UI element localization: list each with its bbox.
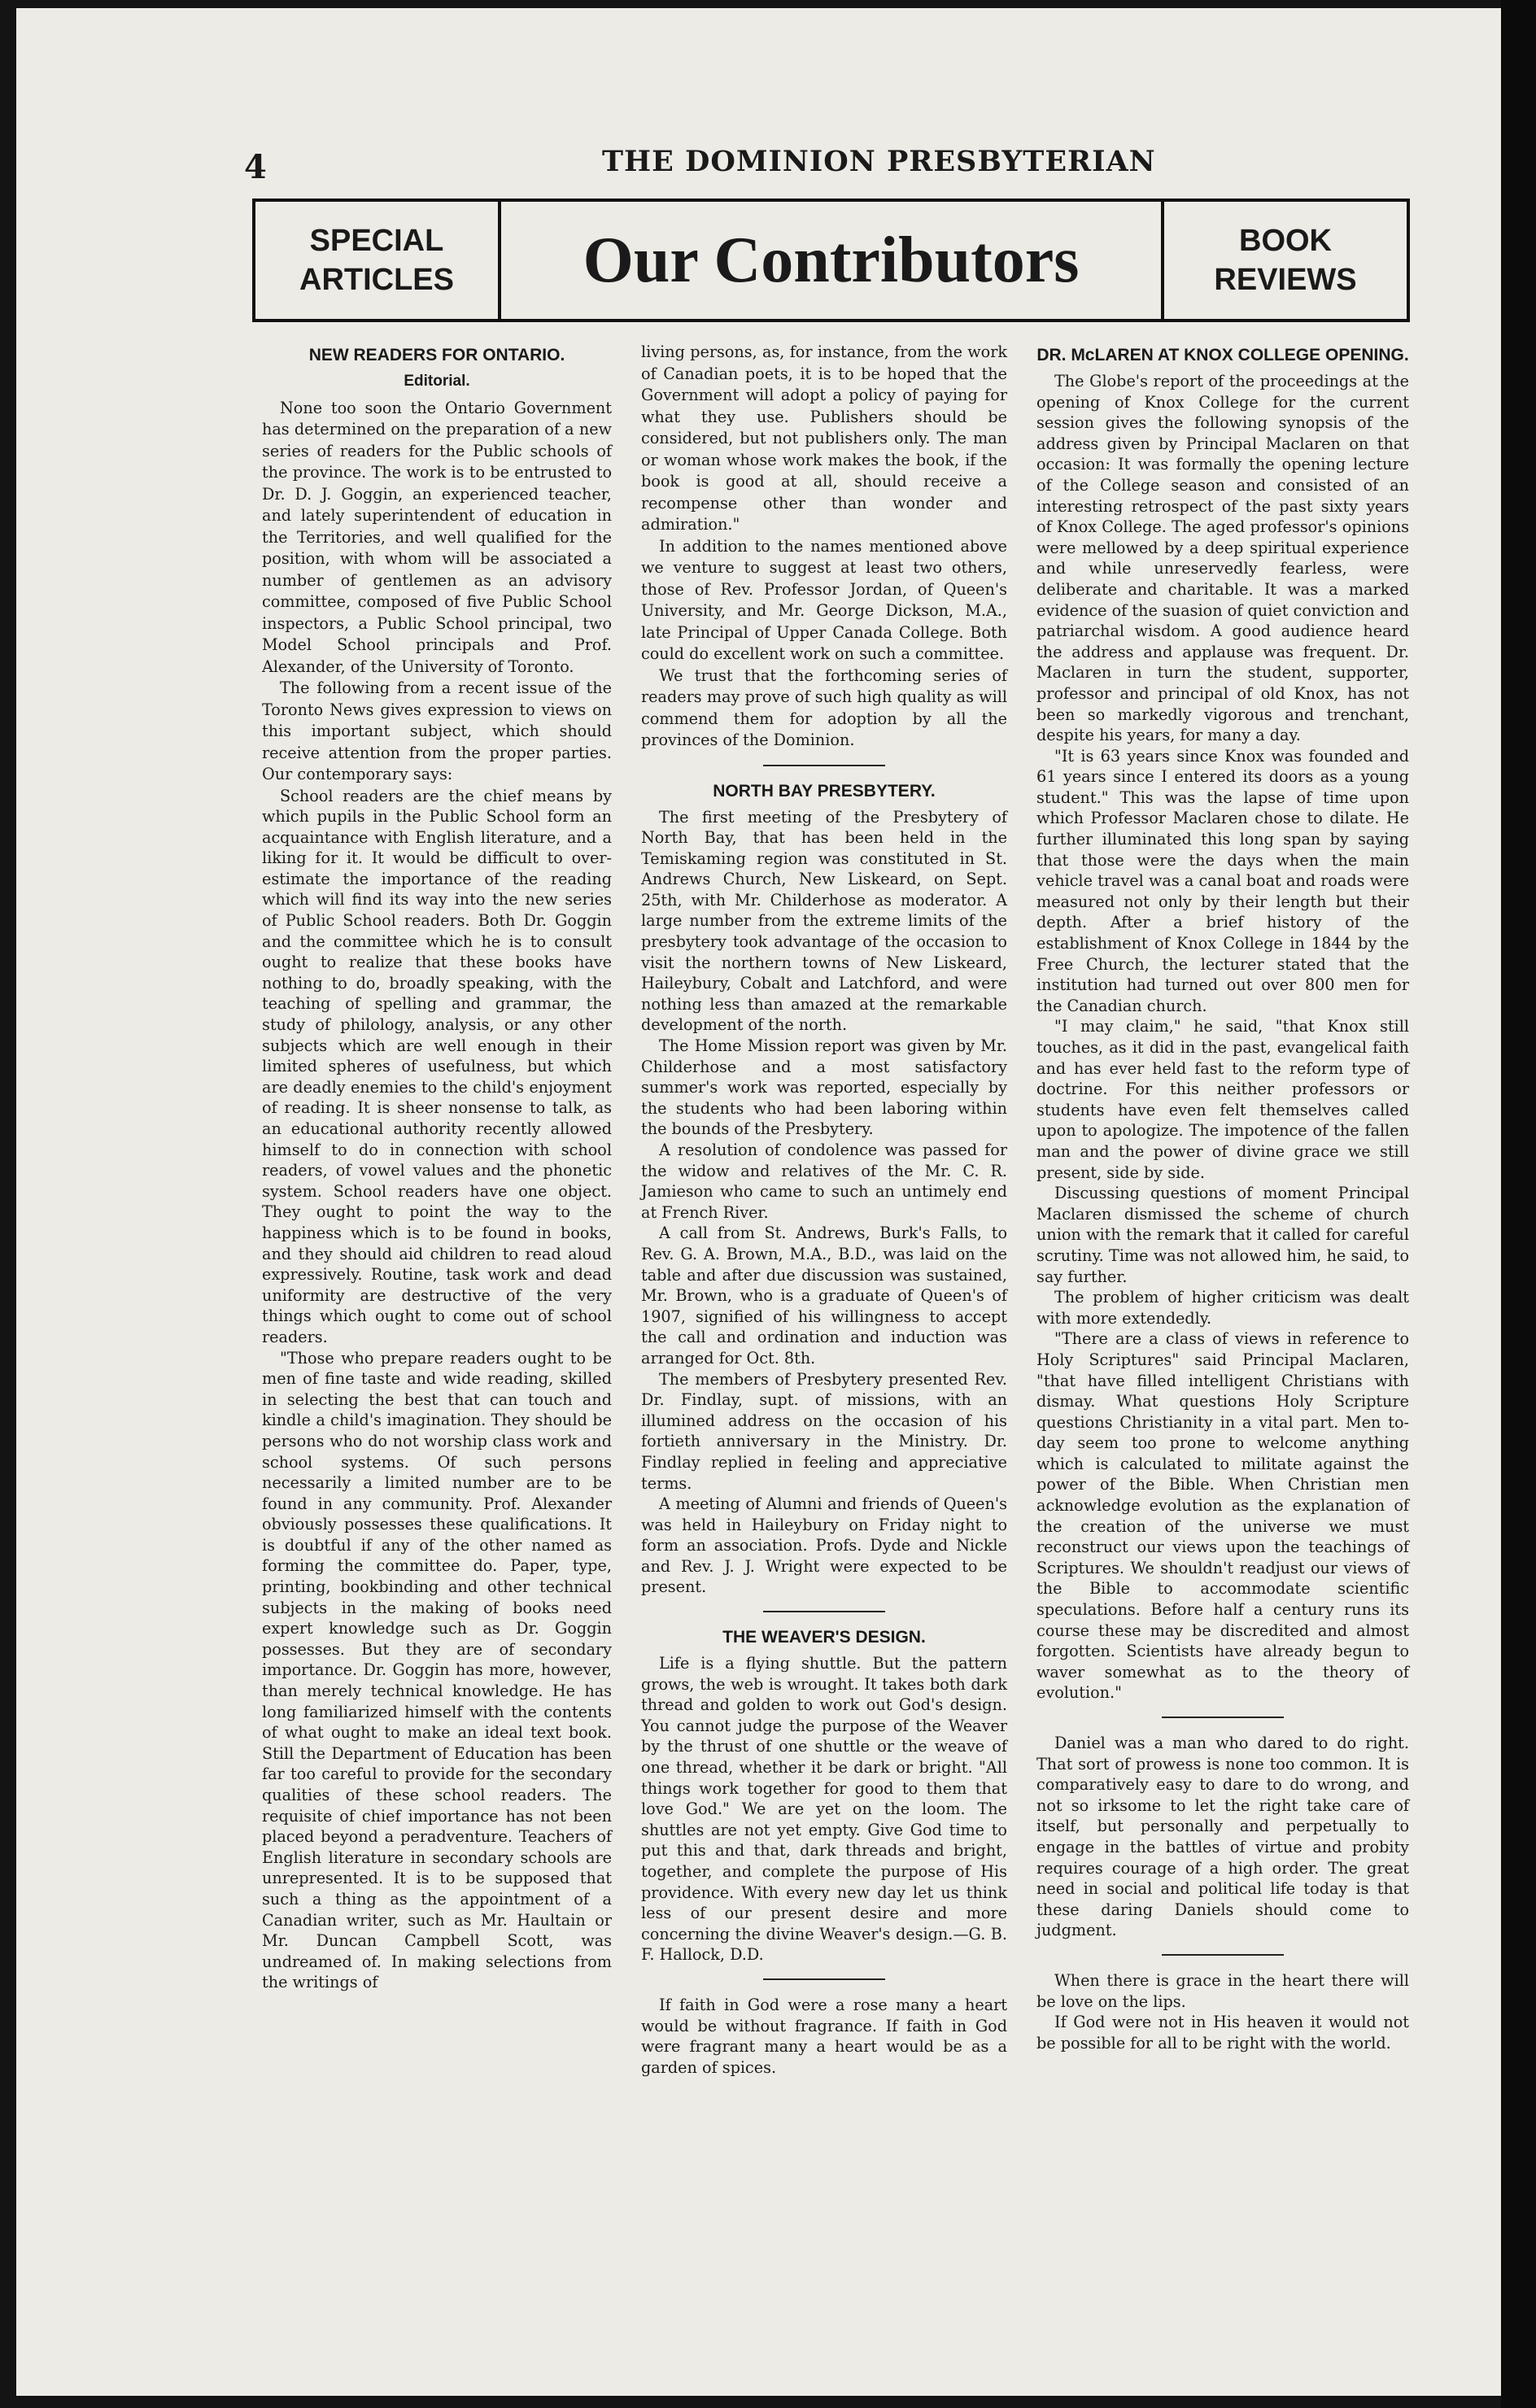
article-paragraph: School readers are the chief means by which pupils in the Public School form an acquaintance with English literature, and a liking for it. It would be difficult to over-estimate the importance of the reading which will find its way into the new series of Public School readers. Both Dr. Goggin and the committee which he is to consult ought to realize that these books have nothing to do, broadly speaking, with the teaching of spelling and grammar, the study of philology, analysis, or any other subjects which are well enough in their limited spheres of usefulness, but which are deadly enemies to the child's enjoyment of reading. It is sheer nonsense to talk, as an educational authority recently allowed himself to do in connection with school readers, of vowel values and the phonetic system. School readers have one object. They ought to point the way to the happiness which is to be found in books, and they should aid children to read aloud expressively. Routine, task work and dead uniformity are destructive of the very things which ought to come out of school readers. — [262, 786, 612, 1346]
binding-edge — [1501, 0, 1536, 2408]
column-1 — [262, 342, 612, 1993]
column-3 — [1036, 342, 1409, 2053]
article-heading-north-bay: NORTH BAY PRESBYTERY. — [713, 781, 936, 800]
article-paragraph: In addition to the names mentioned above we venture to suggest at least two others, those of Rev. Professor Jordan, of Queen's University, and Mr. George Dickson, M.A., late Principal of Upper Canada College. Both could do excellent work on such a committee. — [641, 536, 1007, 663]
book-reviews-label — [1161, 202, 1407, 319]
section-title: Our Contributors — [583, 224, 1080, 296]
section-divider — [763, 1611, 885, 1612]
article-paragraph: The following from a recent issue of the Toronto News gives expression to views on this important subject, which should receive attention from the proper parties. Our contemporary says: — [262, 678, 612, 783]
article-paragraph: living persons, as, for instance, from the work of Canadian poets, it is to be hoped that the Government will adopt a policy of paying for what they use. Publishers should be considered, but not publishers only. The man or woman whose work makes the book, if the book is good at all, should receive a recompense other than wonder and admiration." — [641, 342, 1007, 534]
section-divider — [1162, 1954, 1284, 1956]
article-paragraph: The first meeting of the Presbytery of North Bay, that has been held in the Temiskaming region was constituted in St. Andrews Church, New Liskeard, on Sept. 25th, with Mr. Childerhose as moderator. A large number from the extreme limits of the presbytery took advantage of the occasion to visit the northern towns of New Liskeard, Haileybury, Cobalt and Latchford, and were nothing less than amazed at the remarkable development of the north. — [641, 807, 1007, 1035]
article-paragraph: We trust that the forthcoming series of readers may prove of such high quality as will commend them for adoption by all the provinces of the Dominion. — [641, 665, 1007, 749]
special-articles-label — [255, 202, 501, 319]
article-paragraph: The members of Presbytery presented Rev. Dr. Findlay, supt. of missions, with an illumined address on the occasion of his fortieth anniversary in the Ministry. Dr. Findlay replied in feeling and appreciative terms. — [641, 1369, 1007, 1493]
section-masthead — [252, 198, 1410, 322]
article-paragraph: "I may claim," he said, "that Knox still touches, as it did in the past, evangelical faith and has ever held fast to the reform type of doctrine. For this neither professors or students have even felt themselves called upon to apologize. The impotence of the fallen man and the power of divine grace we still present, side by side. — [1036, 1017, 1409, 1182]
article-paragraph: "There are a class of views in reference to Holy Scriptures" said Principal Maclaren, "that have filled intelligent Christians with dismay. What questions Holy Scripture questions Christianity in a vital part. Men to-day seem too prone to welcome anything which is calculated to militate against the power of the Bible. When Christian men acknowledge evolution as the explanation of the creation of the universe we must reconstruct our views upon the teachings of Scriptures. We shouldn't readjust our views of the Bible to accommodate scientific speculations. Before half a century runs its course these may be discredited and almost forgotten. Scientists have already begun to waver somewhat as to the theory of evolution." — [1036, 1329, 1409, 1703]
article-paragraph: If faith in God were a rose many a heart would be without fragrance. If faith in God were fragrant many a heart would be as a garden of spices. — [641, 1995, 1007, 2077]
article-paragraph: Discussing questions of moment Principal Maclaren dismissed the scheme of church union with the remark that it called for careful scrutiny. Time was not allowed him, he said, to say further. — [1036, 1184, 1409, 1286]
section-divider — [763, 765, 885, 766]
article-paragraph: None too soon the Ontario Government has determined on the preparation of a new series of readers for the Public schools of the province. The work is to be entrusted to Dr. D. J. Goggin, an experienced teacher, and lately superintendent of education in the Territories, and well qualified for the position, with whom will be associated a number of gentlemen as an advisory committee, composed of five Public School inspectors, a Public School principal, two Model School principals and Prof. Alexander, of the University of Toronto. — [262, 398, 612, 676]
column-2 — [641, 342, 1007, 2078]
page-number: 4 — [244, 148, 267, 186]
masthead-left-line-1: SPECIAL — [309, 224, 444, 258]
article-paragraph: Daniel was a man who dared to do right. That sort of prowess is none too common. It is comparatively easy to dare to do wrong, and not so irksome to let the right take care of itself, but personally and perpetually to engage in the battles of virtue and probity requires courage of a high order. The great need in social and political life today is that these daring Daniels should come to judgment. — [1036, 1734, 1409, 1940]
article-heading-mclaren: DR. McLAREN AT KNOX COLLEGE OPENING. — [1036, 346, 1409, 364]
article-paragraph: A meeting of Alumni and friends of Queen's was held in Haileybury on Friday night to form an association. Profs. Dyde and Nickle and Rev. J. J. Wright were expected to be present. — [641, 1494, 1007, 1597]
article-paragraph: If God were not in His heaven it would not be possible for all to be right with the world. — [1036, 2013, 1409, 2052]
article-heading-new-readers: NEW READERS FOR ONTARIO. — [308, 346, 565, 364]
article-paragraph: "Those who prepare readers ought to be men of fine taste and wide reading, skilled in selecting the best that can touch and kindle a child's imagination. They should be persons who do not worship class work and school systems. Of such persons necessarily a limited number are to be found in any community. Prof. Alexander obviously possesses these qualifications. It is doubtful if any of the other named as forming the committee do. Paper, type, printing, bookbinding and other technical subjects in the making of books need expert knowledge such as Dr. Goggin possesses. But they are of secondary importance. Dr. Goggin has more, however, than merely technical knowledge. He has long familiarized himself with the contents of what ought to make an ideal text book. Still the Department of Education has been far too careful to provide for the secondary qualities of these school readers. The requisite of chief importance has not been placed beyond a peradventure. Teachers of English literature in secondary schools are unrepresented. It is to be supposed that such a thing as the appointment of a Canadian writer, such as Mr. Haultain or Mr. Duncan Campbell Scott, was undreamed of. In making selections from the writings of — [262, 1348, 612, 1992]
section-divider — [1162, 1717, 1284, 1718]
masthead-right-line-1: BOOK — [1239, 224, 1332, 258]
masthead-right-line-2: REVIEWS — [1214, 263, 1357, 297]
article-paragraph: When there is grace in the heart there will be love on the lips. — [1036, 1970, 1409, 2011]
article-subheading-editorial: Editorial. — [404, 373, 470, 390]
article-paragraph: "It is 63 years since Knox was founded and 61 years since I entered its doors as a young student." This was the lapse of time upon which Professor Maclaren chose to dilate. He further illuminated this long span by saying that those were the days when the main vehicle travel was a canal boat and roads were measured not only by their length but their depth. After a brief history of the establishment of Knox College in 1844 by the Free Church, the lecturer stated that the institution had turned out over 800 men for the Canadian church. — [1036, 746, 1409, 1015]
section-divider — [763, 1978, 885, 1980]
article-heading-weavers-design: THE WEAVER'S DESIGN. — [722, 1628, 926, 1647]
article-paragraph: The Globe's report of the proceedings at the opening of Knox College for the current session gives the following synopsis of the address given by Principal Maclaren on that occasion: It was formally the opening lecture of the College season and consisted of an interesting retrospect of the past sixty years of Knox College. The aged professor's opinions were mellowed by a deep spiritual experience and while unreservedly fearless, were deliberate and charitable. It was a marked evidence of the suasion of quiet conviction and patriarchal wisdom. A good audience heard the address and applause was frequent. Dr. Maclaren in turn the student, supporter, professor and principal of old Knox, has not been so markedly vigorous and trenchant, despite his years, for many a day. — [1036, 372, 1409, 745]
masthead-left-line-2: ARTICLES — [299, 263, 454, 297]
article-paragraph: The problem of higher criticism was dealt with more extendedly. — [1036, 1288, 1409, 1328]
article-paragraph: A call from St. Andrews, Burk's Falls, to Rev. G. A. Brown, M.A., B.D., was laid on the table and after due discussion was sustained, Mr. Brown, who is a graduate of Queen's of 1907, signified of his willingness to accept the call and ordination and induction was arranged for Oct. 8th. — [641, 1224, 1007, 1368]
article-paragraph: Life is a flying shuttle. But the pattern grows, the web is wrought. It takes both dark thread and golden to work out God's design. You cannot judge the purpose of the Weaver by the thrust of one shuttle or the weave of one thread, whether it be dark or bright. "All things work together for good to them that love God." We are yet on the loom. The shuttles are not yet empty. Give God time to put this and that, dark threads and bright, together, and complete the purpose of His providence. With every new day let us think less of our present desire and more concerning the divine Weaver's design.—G. B. F. Hallock, D.D. — [641, 1654, 1007, 1965]
article-paragraph: The Home Mission report was given by Mr. Childerhose and a most satisfactory summer's work was reported, especially by the students who had been laboring within the bounds of the Presbytery. — [641, 1036, 1007, 1139]
running-title: THE DOMINION PRESBYTERIAN — [602, 145, 1156, 178]
article-paragraph: A resolution of condolence was passed for the widow and relatives of the Mr. C. R. Jamieson who came to such an untimely end at French River. — [641, 1141, 1007, 1222]
